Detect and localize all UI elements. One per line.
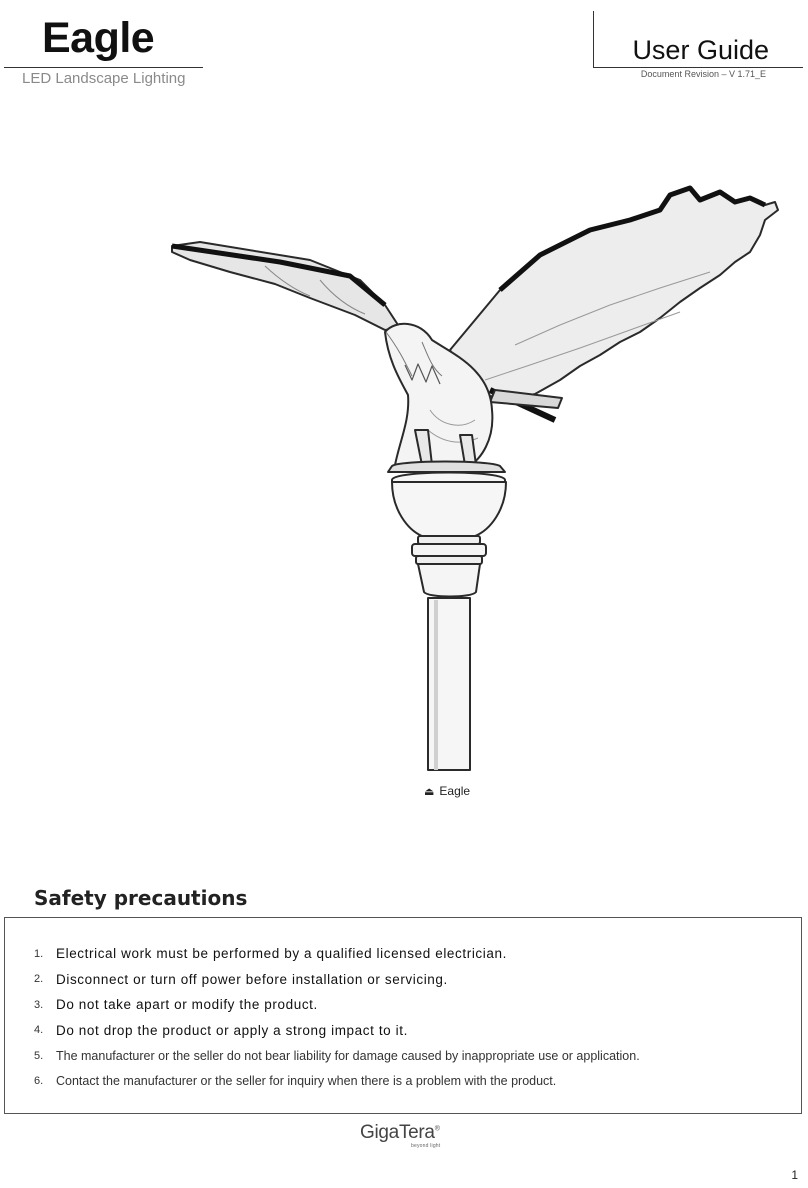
header-rule-left (4, 67, 203, 68)
list-item (34, 992, 794, 1018)
list-item (34, 1069, 794, 1095)
list-item (34, 1018, 794, 1044)
item-number: 4. (34, 1024, 44, 1037)
header-rule-right (593, 67, 803, 68)
product-subtitle: LED Landscape Lighting (22, 70, 186, 87)
item-text: Do not drop the product or apply a strong impact to it. (56, 1022, 408, 1038)
page-number: 1 (791, 1168, 798, 1182)
item-text: Contact the manufacturer or the seller for inquiry when there is a problem with the product. (56, 1074, 557, 1089)
header-vertical-rule (593, 11, 594, 68)
right-wing (450, 188, 778, 400)
list-item (34, 1043, 794, 1069)
registered-mark: ® (434, 1125, 440, 1133)
brand-name-tera: Tera (398, 1122, 435, 1143)
item-text: The manufacturer or the seller do not bear liability for damage caused by inappropriate use or application. (56, 1048, 640, 1063)
figure-caption-text: Eagle (439, 784, 471, 798)
brand-name-giga: Giga (360, 1122, 399, 1143)
document-title: User Guide (632, 35, 769, 65)
item-number: 5. (34, 1049, 44, 1062)
safety-list (34, 941, 794, 1094)
safety-box (4, 917, 802, 1114)
list-item (34, 967, 794, 993)
eject-icon: ⏏ (424, 786, 435, 798)
item-text: Electrical work must be performed by a qualified licensed electrician. (56, 946, 507, 962)
item-number: 6. (34, 1075, 44, 1088)
product-title: Eagle (42, 14, 155, 62)
safety-heading: Safety precautions (34, 886, 248, 910)
figure-caption (424, 784, 470, 798)
brand-tagline: beyond light (411, 1143, 441, 1149)
brand-name (360, 1122, 440, 1143)
lamp-bowl (392, 482, 506, 536)
list-item (34, 941, 794, 967)
eagle-lamp-illustration (160, 180, 790, 780)
item-number: 3. (34, 998, 44, 1011)
item-number: 1. (34, 947, 44, 960)
item-number: 2. (34, 973, 44, 986)
item-text: Disconnect or turn off power before installation or servicing. (56, 971, 448, 987)
item-text: Do not take apart or modify the product. (56, 997, 318, 1013)
document-revision: Document Revision – V 1.71_E (640, 69, 766, 79)
brand-logo (360, 1122, 460, 1149)
